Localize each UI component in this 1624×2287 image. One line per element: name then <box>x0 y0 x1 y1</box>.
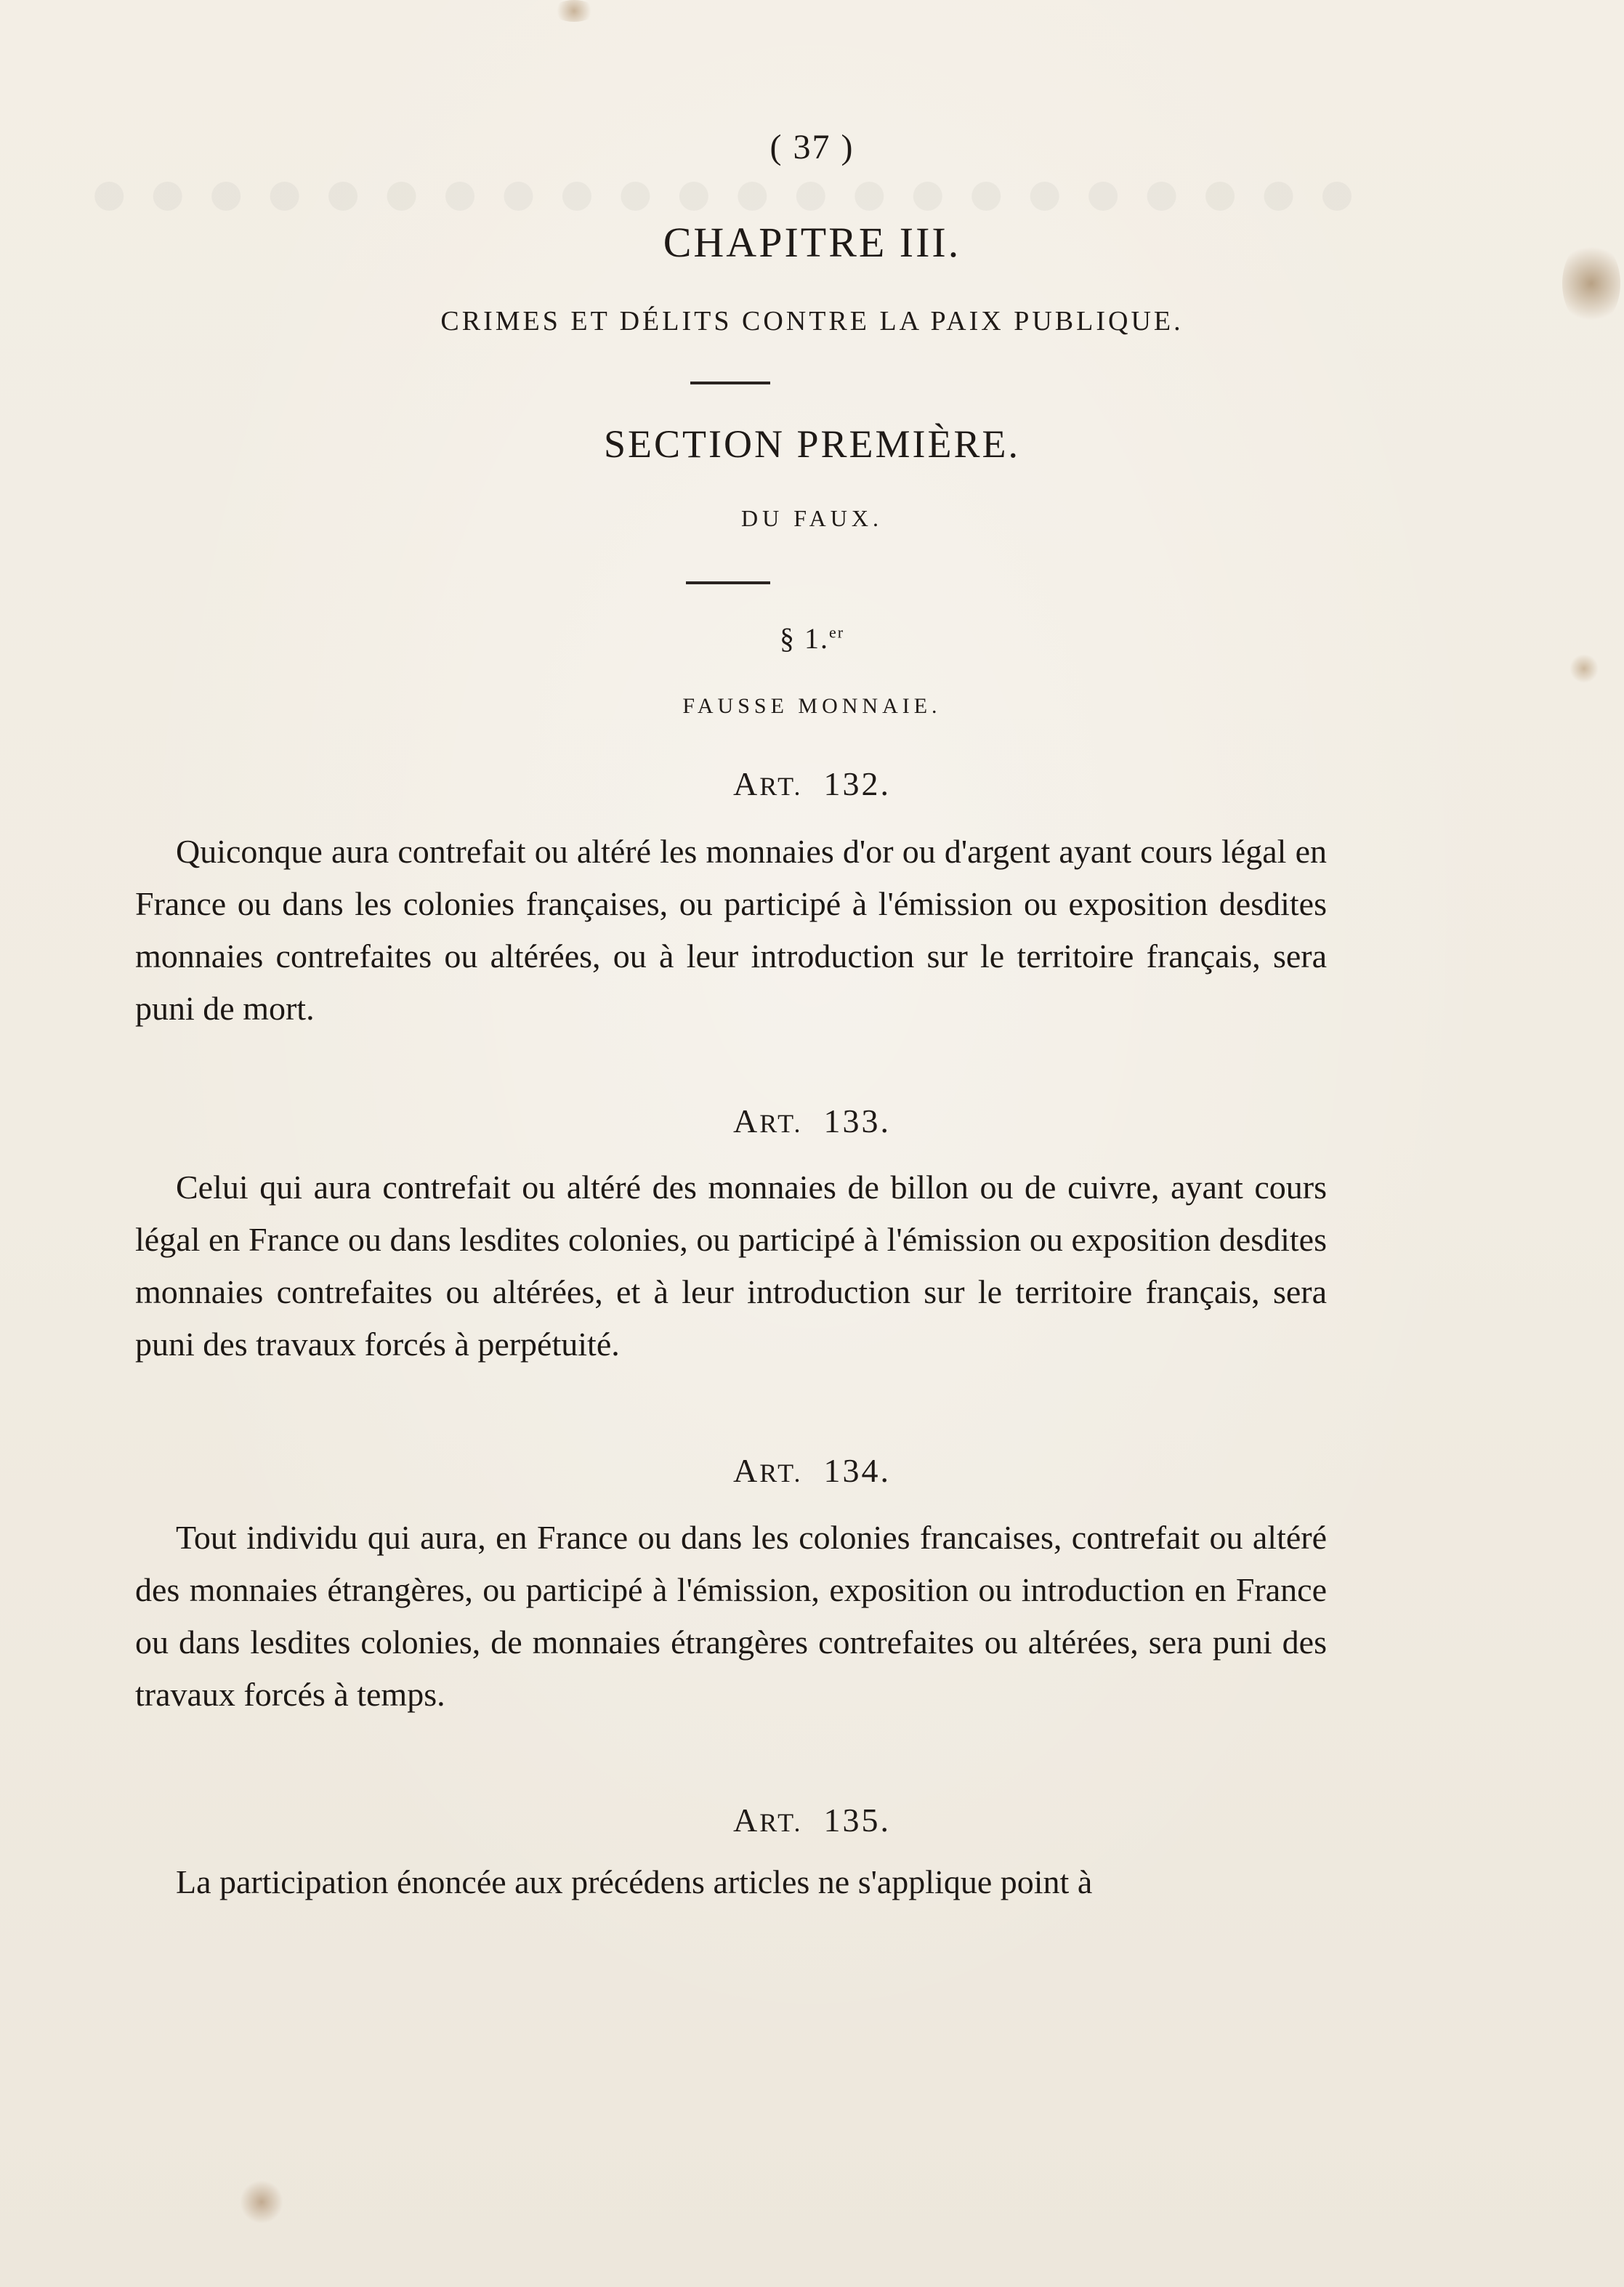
section-title: SECTION PREMIÈRE. <box>603 422 1021 466</box>
article-text: Quiconque aura contrefait ou altéré les monnaies d'or ou d'argent ayant cours légal en France ou dans les colonies françaises, ou participé à l'émission ou exposition desdites monnaies contrefaites ou altérées, ou à leur introduction sur le territoire français, sera puni de mort. <box>135 833 1327 1027</box>
article-label-rest: RT. <box>759 1808 803 1837</box>
divider-rule <box>690 382 770 384</box>
article-label-initial: A <box>733 1452 760 1489</box>
divider-rule <box>686 581 770 584</box>
article-number: 134. <box>823 1452 891 1489</box>
paragraph-superscript: er <box>828 623 845 642</box>
stain-spot <box>240 2180 283 2224</box>
article-label-rest: RT. <box>759 1459 803 1488</box>
article-text: Celui qui aura contrefait ou altéré des monnaies de billon ou de cuivre, ayant cours légal en France ou dans lesdites colonies, ou participé à l'émission ou exposition desdites monnaies contrefaites ou altérées, et à leur introduction sur le territoire français, sera puni des travaux forcés à perpétuité. <box>135 1169 1327 1363</box>
article-label-rest: RT. <box>759 1109 803 1138</box>
article-number: 135. <box>823 1802 891 1839</box>
article-label <box>0 765 1624 803</box>
article-number: 132. <box>823 765 891 802</box>
paragraph-number: § 1. <box>779 622 829 655</box>
article-label-initial: A <box>733 1802 760 1839</box>
article-label-rest: RT. <box>759 772 803 801</box>
paragraph-mark <box>0 621 1624 656</box>
bleed-through-texture <box>94 182 1352 217</box>
chapter-title: CHAPITRE III. <box>663 219 961 266</box>
section-subtitle: DU FAUX. <box>741 505 883 531</box>
subsection-heading: FAUSSE MONNAIE. <box>682 694 942 718</box>
article-label-initial: A <box>733 765 760 802</box>
article-label <box>0 1451 1624 1490</box>
stain-spot <box>552 0 596 22</box>
article-number: 133. <box>823 1102 891 1140</box>
article-text: Tout individu qui aura, en France ou dans les colonies francaises, contrefait ou altéré des monnaies étrangères, ou participé à l'émission, exposition ou introduction en France ou dans lesdites colonies, de monnaies étrangères contrefaites ou altérées, sera puni des travaux forcés à temps. <box>135 1519 1327 1713</box>
article-label <box>0 1102 1624 1140</box>
stain-spot <box>1570 654 1599 683</box>
article-label-initial: A <box>733 1102 760 1140</box>
article-label <box>0 1801 1624 1839</box>
article-text: La participation énoncée aux précédens articles ne s'applique point à <box>176 1863 1093 1900</box>
page-number: ( 37 ) <box>769 128 855 166</box>
chapter-subtitle: CRIMES ET DÉLITS CONTRE LA PAIX PUBLIQUE. <box>440 306 1184 336</box>
